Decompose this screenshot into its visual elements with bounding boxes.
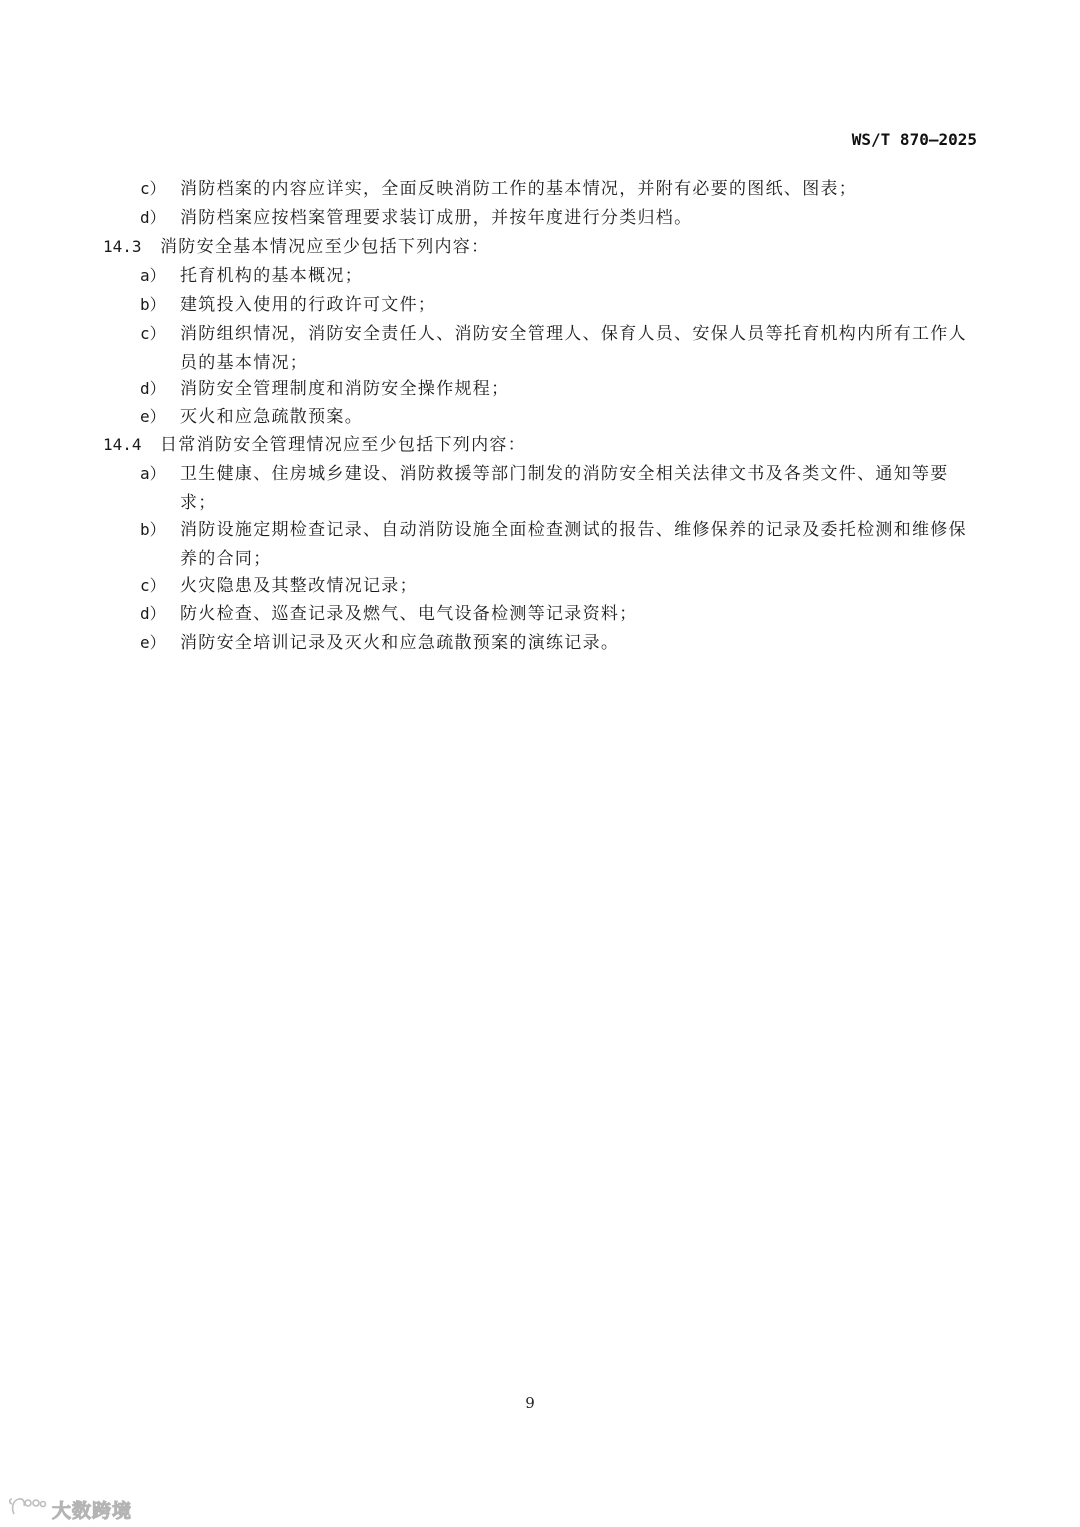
list-marker: b） — [140, 295, 166, 314]
section-text: 消防安全基本情况应至少包括下列内容： — [160, 237, 490, 257]
list-item-text: 卫生健康、住房城乡建设、消防救援等部门制发的消防安全相关法律文书及各类文件、通知等要求； — [180, 464, 949, 513]
list-marker: c） — [140, 324, 166, 343]
list-marker: b） — [140, 520, 166, 539]
tiger-logo-icon — [8, 1494, 48, 1524]
list-marker: e） — [140, 633, 166, 652]
list-marker: d） — [140, 604, 166, 623]
section-number: 14.3 — [103, 237, 142, 256]
list-item-text: 火灾隐患及其整改情况记录； — [180, 576, 418, 596]
list-marker: a） — [140, 266, 166, 285]
list-marker: d） — [140, 208, 166, 227]
list-marker: c） — [140, 576, 166, 595]
list-item-text: 消防安全管理制度和消防安全操作规程； — [180, 379, 510, 399]
section-number: 14.4 — [103, 435, 142, 454]
list-item-text: 消防档案应按档案管理要求装订成册，并按年度进行分类归档。 — [180, 208, 693, 228]
list-item-text: 消防设施定期检查记录、自动消防设施全面检查测试的报告、维修保养的记录及委托检测和维修保养的合同； — [180, 520, 967, 569]
list-item-text: 托育机构的基本概况； — [180, 266, 363, 286]
watermark — [8, 1494, 132, 1524]
document-header-code: WS/T 870—2025 — [851, 130, 977, 149]
page-number: 9 — [525, 1394, 535, 1412]
list-marker: e） — [140, 407, 166, 426]
list-item-text: 消防组织情况，消防安全责任人、消防安全管理人、保育人员、安保人员等托育机构内所有工作人员的基本情况； — [180, 324, 967, 373]
list-item-text: 消防安全培训记录及灭火和应急疏散预案的演练记录。 — [180, 633, 620, 653]
list-item-text: 建筑投入使用的行政许可文件； — [180, 295, 437, 315]
list-marker: a） — [140, 464, 166, 483]
list-marker: d） — [140, 379, 166, 398]
list-item-text: 灭火和应急疏散预案。 — [180, 407, 363, 427]
section-text: 日常消防安全管理情况应至少包括下列内容： — [160, 435, 526, 455]
list-marker: c） — [140, 179, 166, 198]
list-item-text: 防火检查、巡查记录及燃气、电气设备检测等记录资料； — [180, 604, 638, 624]
list-item-text: 消防档案的内容应详实，全面反映消防工作的基本情况，并附有必要的图纸、图表； — [180, 179, 858, 199]
watermark-text: 大数跨境 — [52, 1499, 133, 1522]
